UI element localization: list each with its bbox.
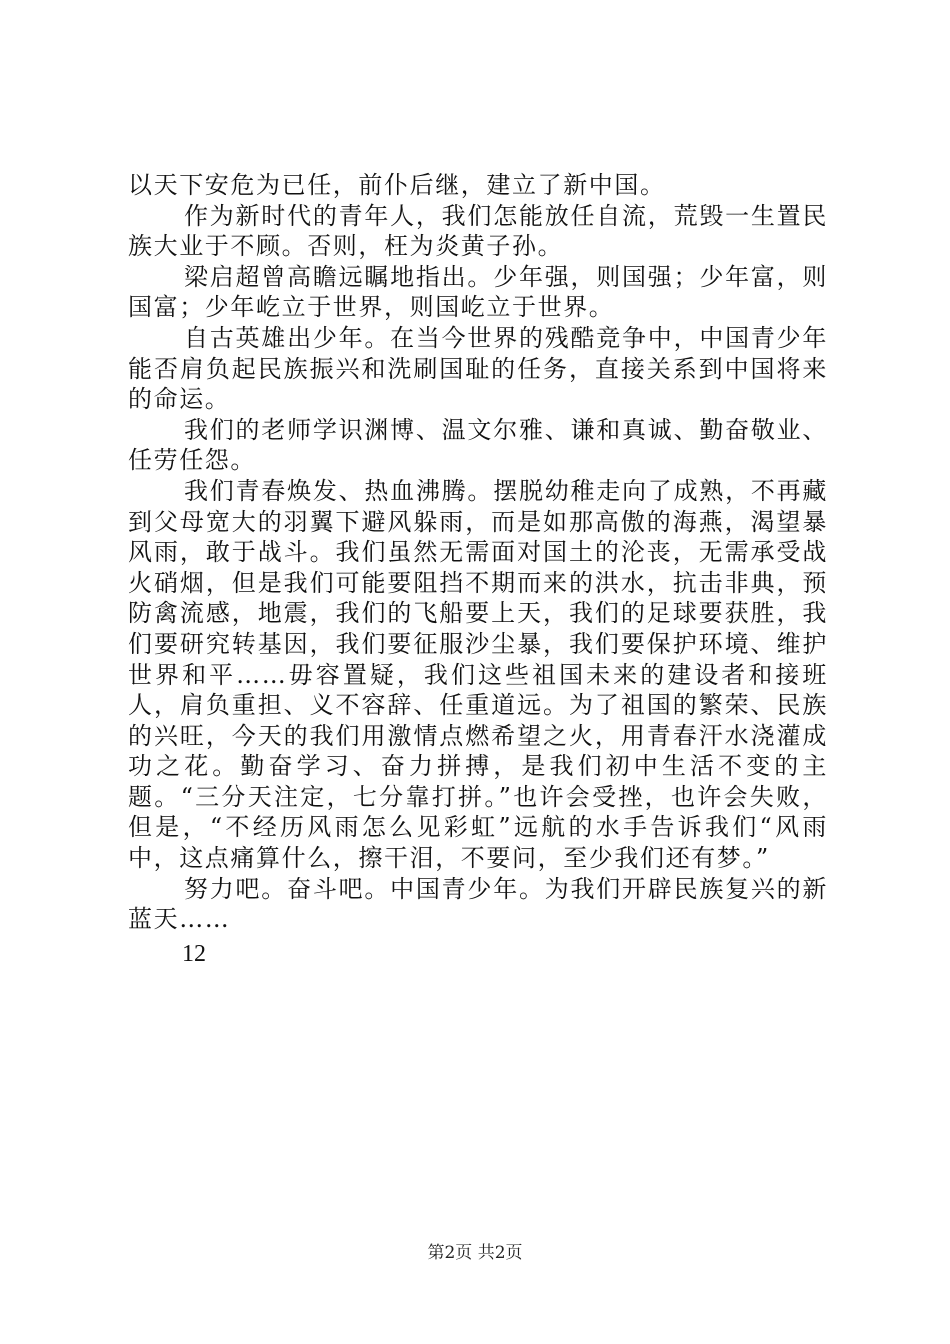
trailing-number: 12 <box>182 940 206 967</box>
paragraph-continuation: 以天下安危为已任，前仆后继，建立了新中国。 <box>128 171 666 199</box>
paragraph: 自古英雄出少年。在当今世界的残酷竞争中，中国青少年能否肩负起民族振兴和洗刷国耻的任务，直接关系到中国将来的命运。 <box>128 323 828 414</box>
paragraph: 梁启超曾高瞻远瞩地指出。少年强，则国强；少年富，则国富；少年屹立于世界，则国屹立于世界。 <box>128 262 828 322</box>
paragraph: 努力吧。奋斗吧。中国青少年。为我们开辟民族复兴的新蓝天…… <box>128 874 828 934</box>
paragraph: 我们的老师学识渊博、温文尔雅、谦和真诚、勤奋敬业、任劳任怨。 <box>128 415 828 475</box>
paragraph: 我们青春焕发、热血沸腾。摆脱幼稚走向了成熟，不再藏到父母宽大的羽翼下避风躲雨，而是如那高傲的海燕，渴望暴风雨，敢于战斗。我们虽然无需面对国土的沦丧，无需承受战火硝烟，但是我们可能要阻挡不期而来的洪水，抗击非典，预防禽流感，地震，我们的飞船要上天，我们的足球要获胜，我们要研究转基因，我们要征服沙尘暴，我们要保护环境、维护世界和平……毋容置疑，我们这些祖国未来的建设者和接班人，肩负重担、义不容辞、任重道远。为了祖国的繁荣、民族的兴旺，今天的我们用激情点燃希望之火，用青春汗水浇灌成功之花。勤奋学习、奋力拼搏，是我们初中生活不变的主题。“三分天注定，七分靠打拼。”也许会受挫，也许会失败，但是，“不经历风雨怎么见彩虹”远航的水手告诉我们“风雨中，这点痛算什么，擦干泪，不要问，至少我们还有梦。” <box>128 476 828 873</box>
document-body <box>128 170 828 969</box>
page-footer: 第2页 共2页 <box>427 1243 523 1263</box>
paragraph: 作为新时代的青年人，我们怎能放任自流，荒毁一生置民族大业于不顾。否则，枉为炎黄子孙。 <box>128 201 828 261</box>
